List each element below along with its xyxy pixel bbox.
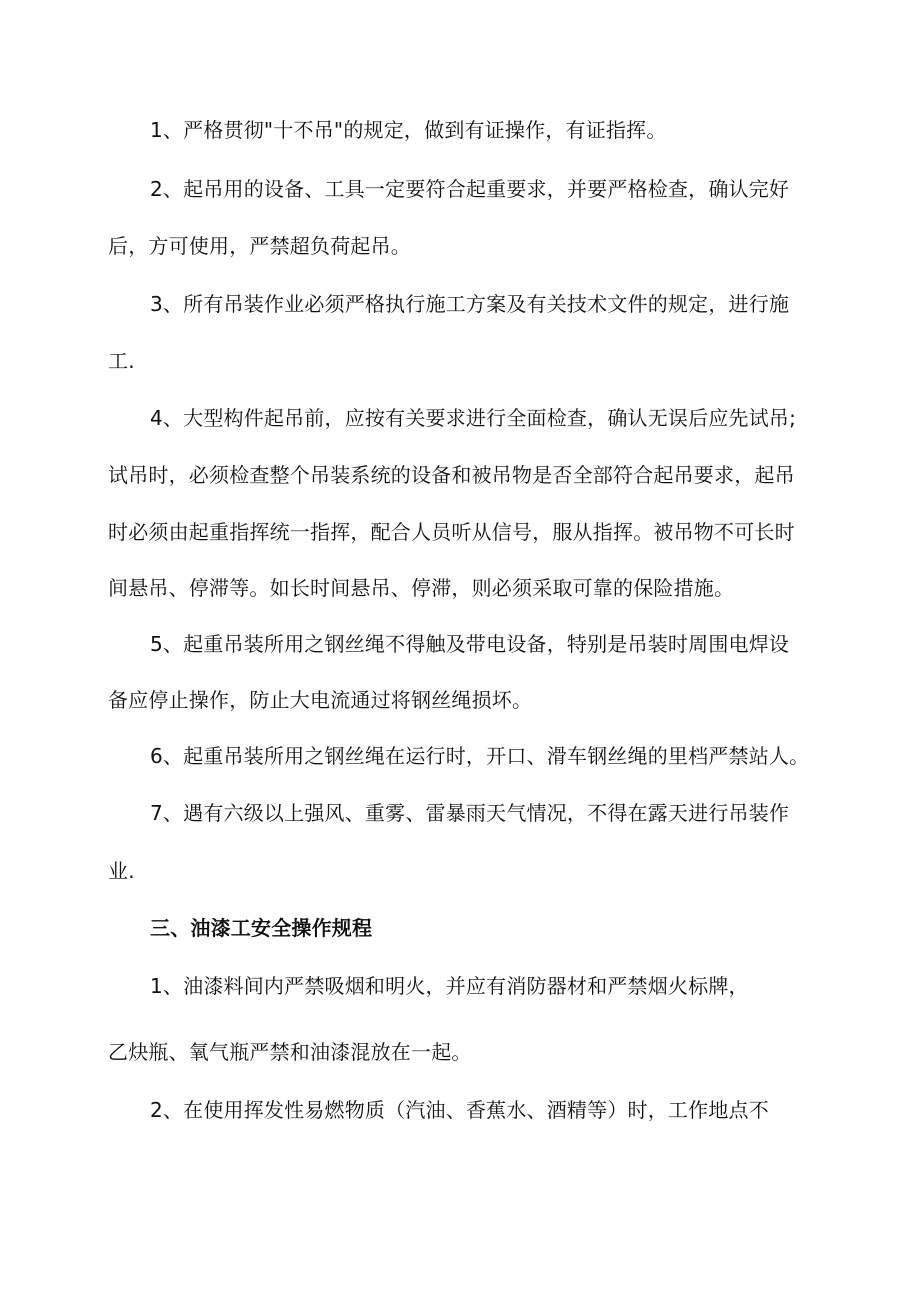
section-paragraph-1-line-2: 乙炔瓶、氧气瓶严禁和油漆混放在一起。 bbox=[108, 1040, 472, 1064]
paragraph-5-line-2: 备应停止操作，防止大电流通过将钢丝绳损坏。 bbox=[108, 688, 533, 712]
section-heading: 三、油漆工安全操作规程 bbox=[150, 916, 373, 940]
paragraph-3-line-1: 3、所有吊装作业必须严格执行施工方案及有关技术文件的规定，进行施 bbox=[150, 292, 790, 316]
paragraph-6-line-1: 6、起重吊装所用之钢丝绳在运行时，开口、滑车钢丝绳的里档严禁站人。 bbox=[150, 744, 810, 768]
paragraph-2-line-2: 后，方可使用，严禁超负荷起吊。 bbox=[108, 234, 411, 258]
paragraph-4-line-1: 4、大型构件起吊前，应按有关要求进行全面检查，确认无误后应先试吊; bbox=[150, 406, 797, 430]
section-paragraph-1-line-1: 1、油漆料间内严禁吸烟和明火，并应有消防器材和严禁烟火标牌， bbox=[150, 974, 749, 998]
paragraph-5-line-1: 5、起重吊装所用之钢丝绳不得触及带电设备，特别是吊装时周围电焊设 bbox=[150, 632, 790, 656]
paragraph-3-line-2: 工. bbox=[108, 349, 135, 373]
paragraph-7-line-1: 7、遇有六级以上强风、重雾、雷暴雨天气情况，不得在露天进行吊装作 bbox=[150, 801, 790, 825]
section-paragraph-2-line-1: 2、在使用挥发性易燃物质（汽油、香蕉水、酒精等）时，工作地点不 bbox=[150, 1098, 769, 1122]
paragraph-4-line-3: 时必须由起重指挥统一指挥，配合人员听从信号，服从指挥。被吊物不可长时 bbox=[108, 520, 795, 544]
paragraph-4-line-4: 间悬吊、停滞等。如长时间悬吊、停滞，则必须采取可靠的保险措施。 bbox=[108, 576, 735, 600]
paragraph-1-line-1: 1、严格贯彻"十不吊"的规定，做到有证操作，有证指挥。 bbox=[150, 118, 667, 142]
paragraph-7-line-2: 业. bbox=[108, 859, 135, 883]
paragraph-4-line-2: 试吊时，必须检查整个吊装系统的设备和被吊物是否全部符合起吊要求，起吊 bbox=[108, 463, 795, 487]
paragraph-2-line-1: 2、起吊用的设备、工具一定要符合起重要求，并要严格检查，确认完好 bbox=[150, 177, 790, 201]
